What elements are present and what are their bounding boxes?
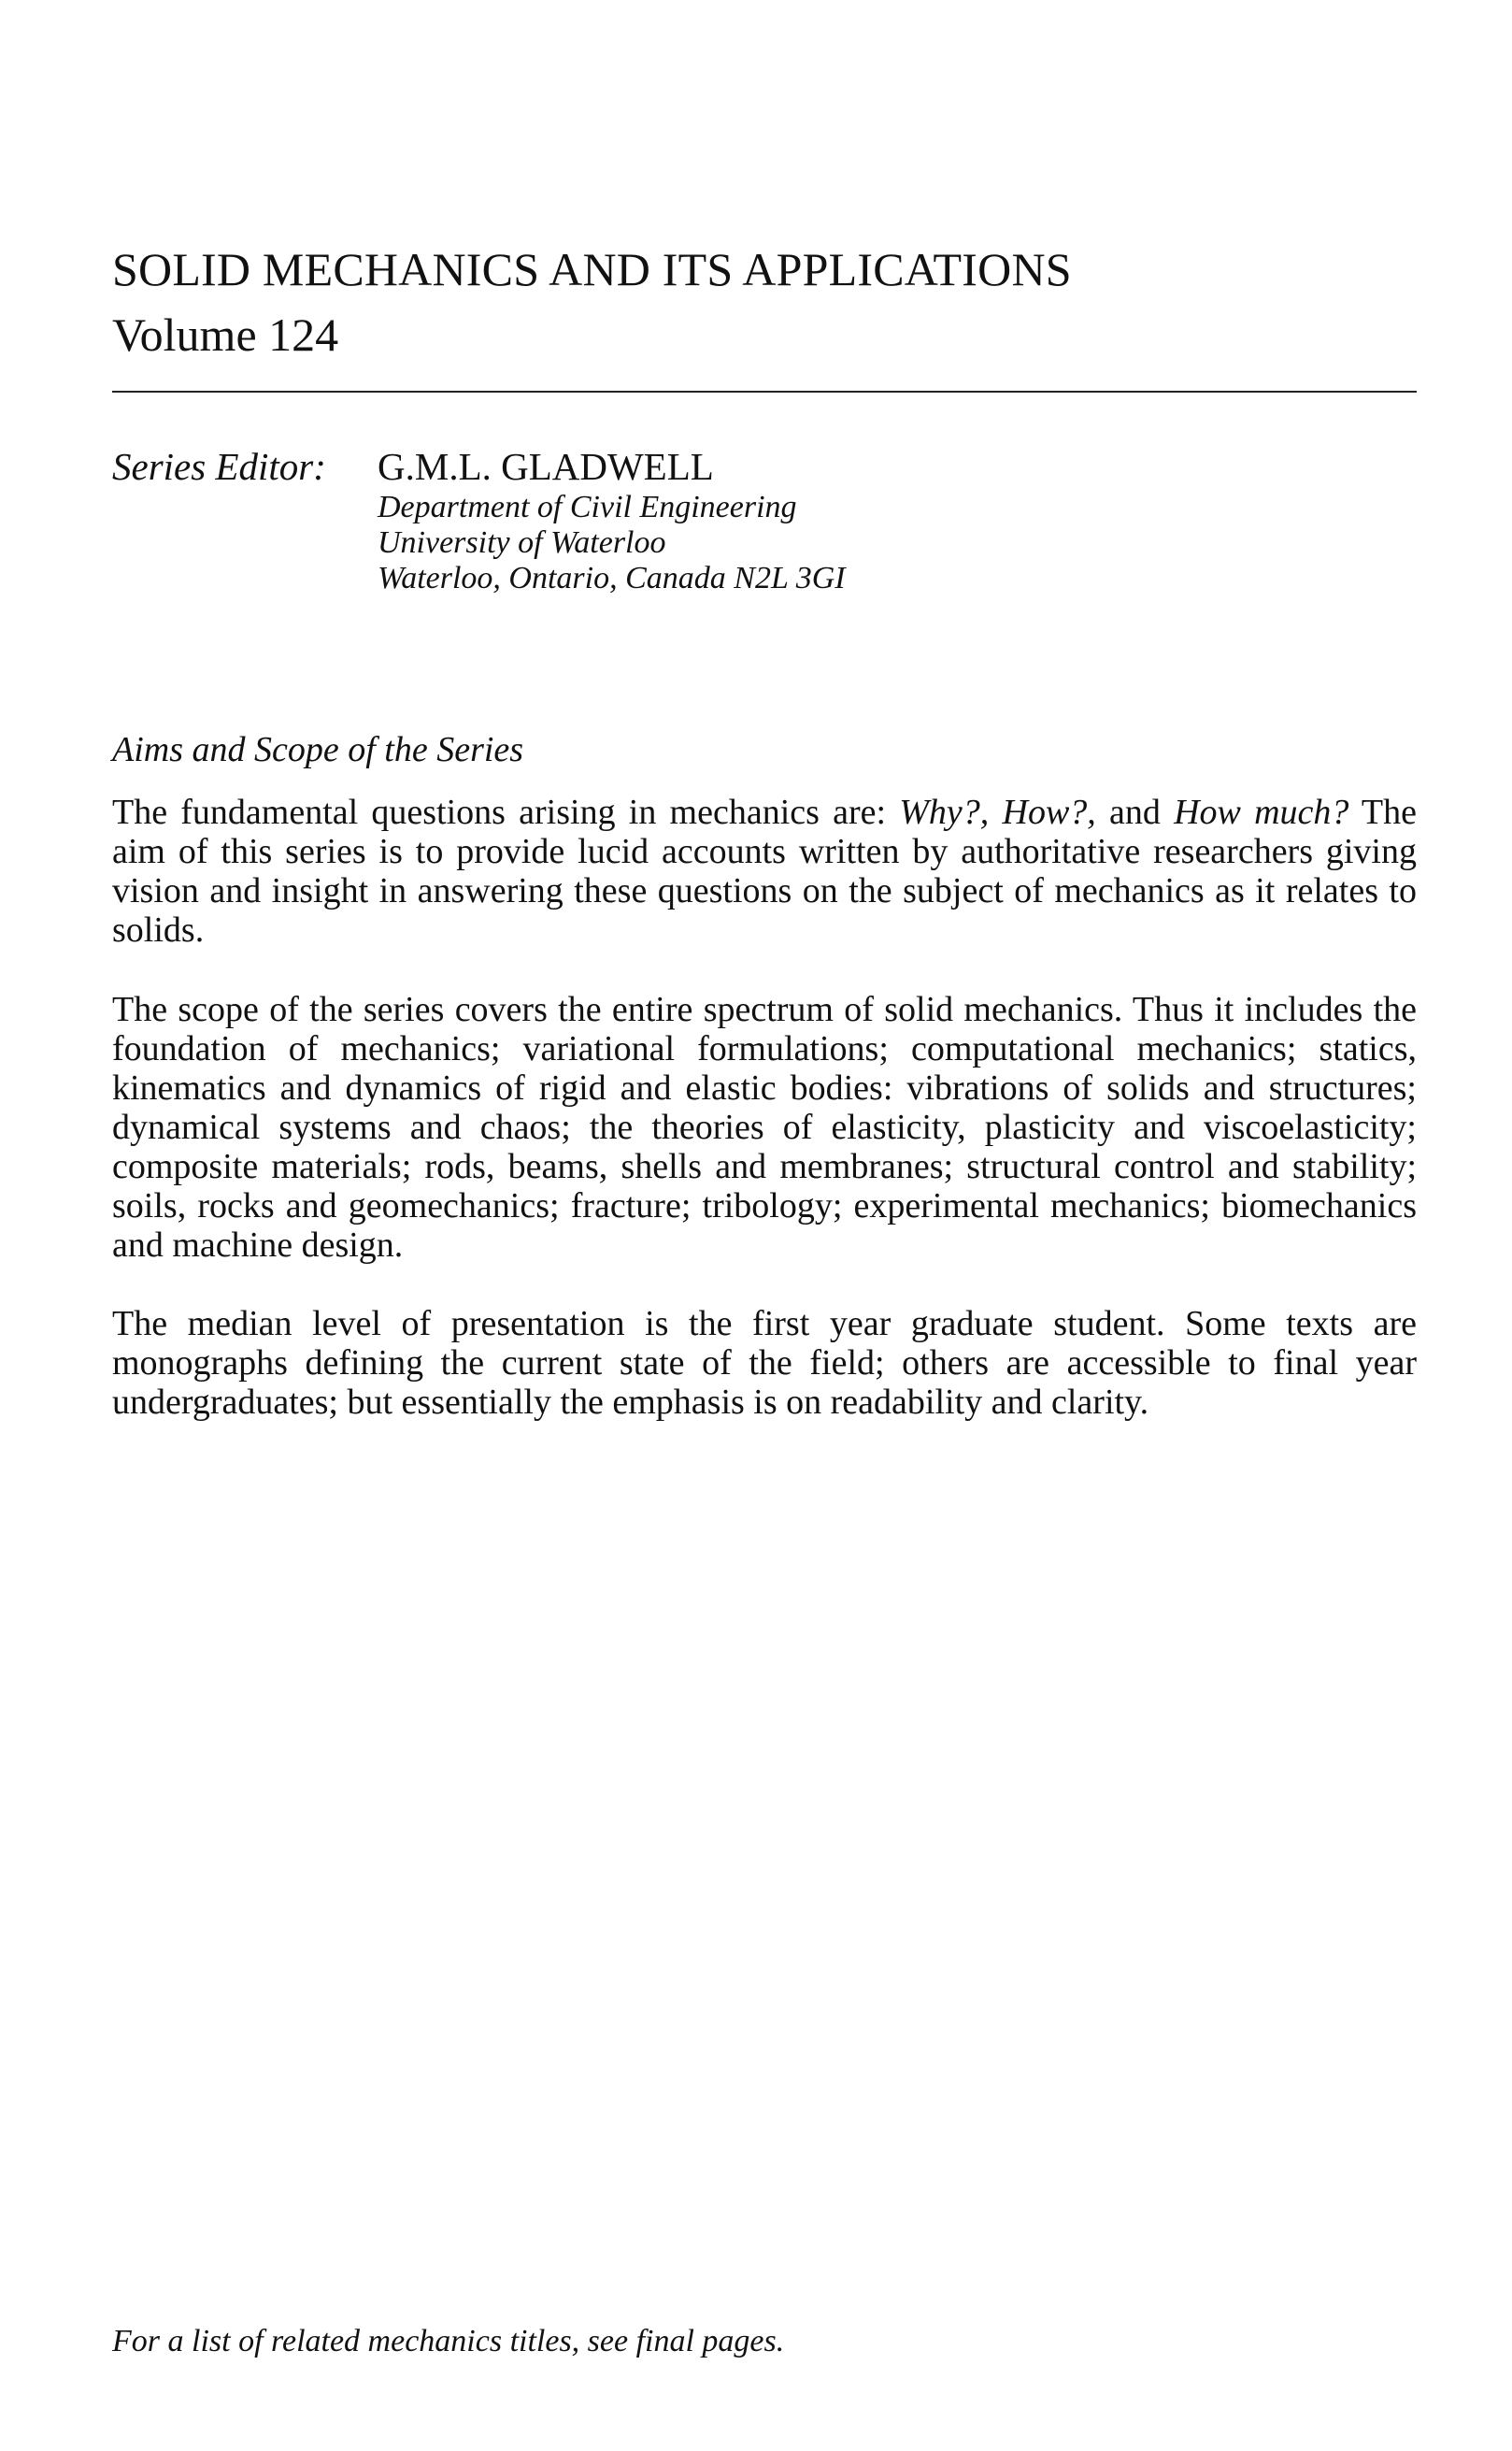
p1-how: How?,	[1002, 793, 1096, 832]
p1-how-much: How much?	[1174, 793, 1349, 832]
p1-lead: The fundamental questions arising in mechanics are:	[112, 793, 900, 832]
aims-scope-heading: Aims and Scope of the Series	[112, 730, 524, 769]
editor-address: Waterloo, Ontario, Canada N2L 3GI	[378, 561, 846, 595]
horizontal-rule	[112, 391, 1417, 393]
p1-rest: The aim of this series is to provide lucid accounts written by authoritative researchers giving vision and insight in answering these questions on the subject of mechanics as it relates to solids.	[112, 793, 1417, 950]
aims-paragraph-3: The median level of presentation is the first year graduate student. Some texts are monographs defining the current state of the field; others are accessible to final year undergraduates; but essentially the emphasis is on readability and clarity.	[112, 1304, 1417, 1422]
editor-department: Department of Civil Engineering	[378, 490, 797, 524]
series-editor-name: G.M.L. GLADWELL	[378, 445, 714, 488]
p1-and: and	[1095, 793, 1175, 832]
footer-note: For a list of related mechanics titles, see final pages.	[112, 2324, 785, 2358]
series-editor-label: Series Editor:	[112, 445, 326, 488]
series-title: SOLID MECHANICS AND ITS APPLICATIONS	[112, 243, 1072, 295]
aims-paragraph-2: The scope of the series covers the entire spectrum of solid mechanics. Thus it includes the foundation of mechanics; variational formulations; computational mechanics; statics, kinematics and dynamics of rigid and elastic bodies: vibrations of solids and structures; dynamical systems and chaos; the theories of elasticity, plasticity and viscoelasticity; composite materials; rods, beams, shells and membranes; structural control and stability; soils, rocks and geomechanics; fracture; tribology; experimental mechanics; biomechanics and machine design.	[112, 990, 1417, 1265]
editor-university: University of Waterloo	[378, 525, 666, 560]
volume-number: Volume 124	[112, 308, 339, 361]
p1-why: Why?,	[899, 793, 1003, 832]
aims-paragraph-1	[112, 793, 1417, 950]
series-editor-affiliation	[378, 490, 846, 596]
